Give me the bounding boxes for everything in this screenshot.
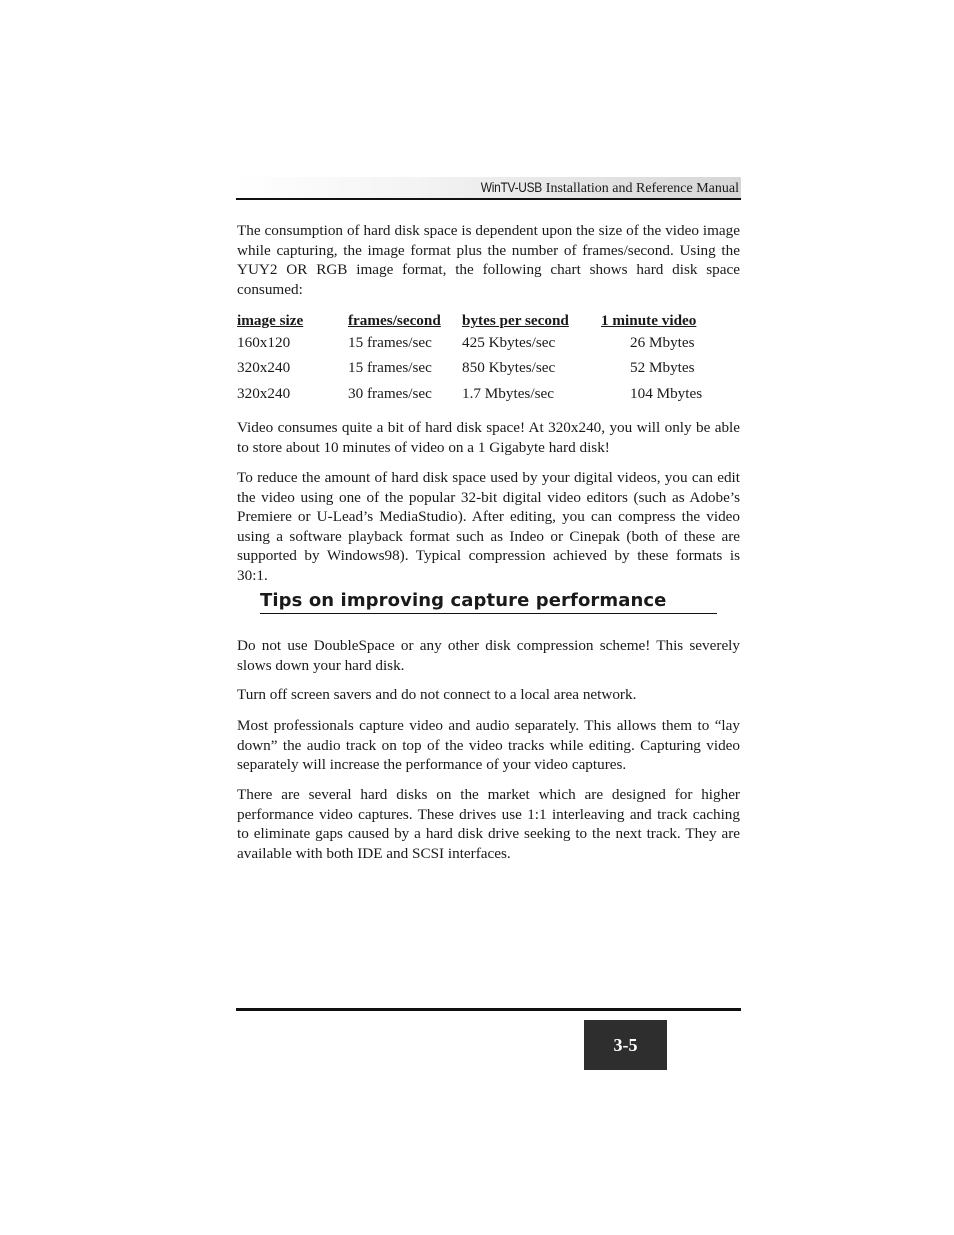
section-heading-text: Tips on improving capture performance — [260, 590, 667, 611]
body-paragraph: Video consumes quite a bit of hard disk space! At 320x240, you will only be able to store about 10 minutes of video on a 1 Gigabyte hard disk! — [237, 419, 740, 456]
table-cell-minute-video: 52 Mbytes — [630, 359, 695, 376]
table-row — [237, 385, 740, 405]
table-cell-frames: 15 frames/sec — [348, 334, 432, 351]
table-row — [237, 359, 740, 379]
tip-paragraph: Turn off screen savers and do not connect to a local area network. — [237, 686, 637, 703]
column-header-bytes-per-second: bytes per second — [462, 312, 569, 329]
table-cell-image-size: 320x240 — [237, 359, 291, 376]
tip-paragraph: Do not use DoubleSpace or any other disk compression scheme! This severely slows down your hard disk. — [237, 637, 740, 674]
running-header — [236, 177, 741, 200]
page-number-badge — [584, 1020, 667, 1070]
table-cell-bytes: 1.7 Mbytes/sec — [462, 385, 554, 402]
body-paragraph: To reduce the amount of hard disk space used by your digital videos, you can edit the video using one of the popular 32-bit digital video editors (such as Adobe’s Premiere or U-Lead’s MediaStudio). After editing, you can compress the video using a software playback format such as Indeo or Cinepak (both of these are supported by Windows98). Typical compression achieved by these formats is 30:1. — [237, 469, 740, 584]
table-cell-minute-video: 104 Mbytes — [630, 385, 703, 402]
page-number: 3-5 — [613, 1034, 638, 1055]
table-cell-minute-video: 26 Mbytes — [630, 334, 695, 351]
intro-paragraph: The consumption of hard disk space is dependent upon the size of the video image while capturing, the image format plus the number of frames/second. Using the YUY2 OR RGB image format, the following chart shows hard disk space consumed: — [237, 222, 740, 298]
product-name: WinTV-USB — [481, 179, 543, 195]
table-cell-image-size: 160x120 — [237, 334, 291, 351]
column-header-one-minute-video: 1 minute video — [601, 312, 697, 329]
table-row — [237, 334, 740, 354]
manual-title: Installation and Reference Manual — [545, 181, 739, 196]
column-header-frames-per-second: frames/second — [348, 312, 441, 329]
tip-paragraph: There are several hard disks on the market which are designed for higher performance video captures. These drives use 1:1 interleaving and track caching to eliminate gaps caused by a hard disk drive seeking to the next track. They are available with both IDE and SCSI interfaces. — [237, 786, 740, 862]
running-header-text — [470, 179, 739, 197]
table-header-row — [237, 312, 740, 332]
table-cell-bytes: 425 Kbytes/sec — [462, 334, 556, 351]
section-heading — [260, 590, 717, 614]
table-cell-bytes: 850 Kbytes/sec — [462, 359, 556, 376]
column-header-image-size: image size — [237, 312, 304, 329]
table-cell-frames: 30 frames/sec — [348, 385, 432, 402]
table-cell-frames: 15 frames/sec — [348, 359, 432, 376]
footer-rule — [236, 1008, 741, 1011]
table-cell-image-size: 320x240 — [237, 385, 291, 402]
tip-paragraph: Most professionals capture video and audio separately. This allows them to “lay down” the audio track on top of the video tracks while editing. Capturing video separately will increase the performance of your video captures. — [237, 717, 740, 774]
